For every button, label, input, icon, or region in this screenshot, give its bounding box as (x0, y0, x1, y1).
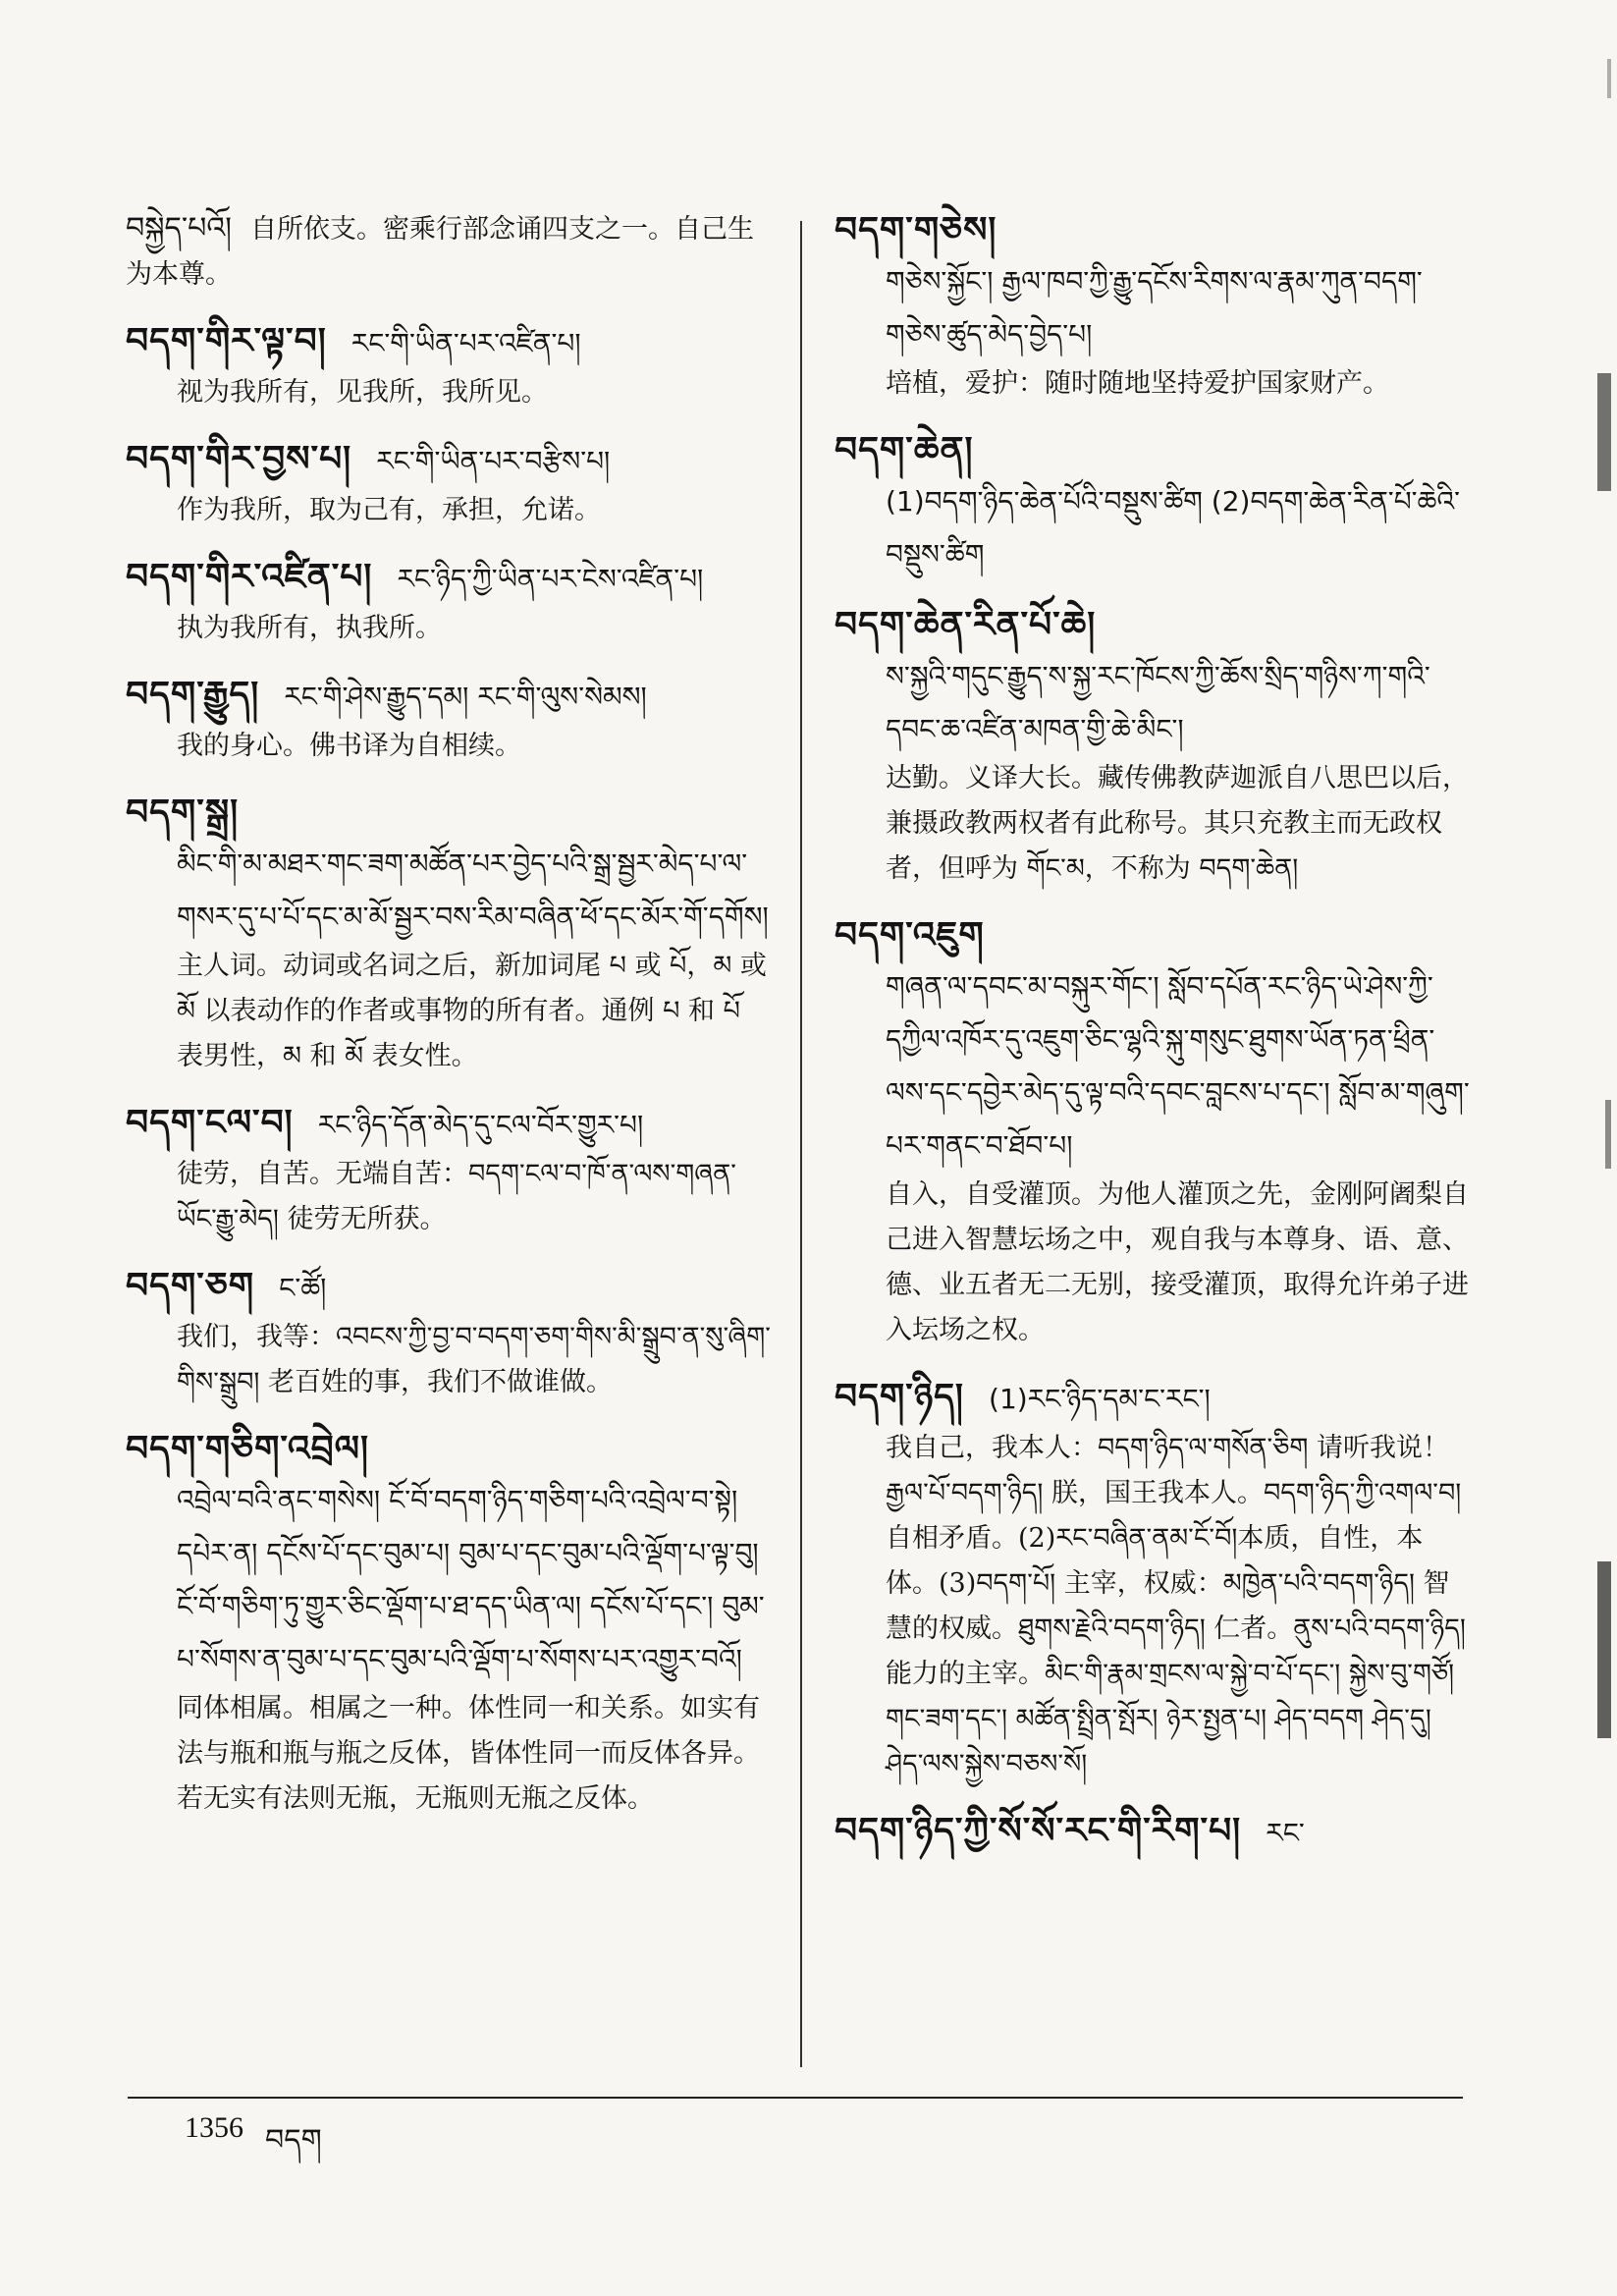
entry-chinese: 自入，自受灌顶。为他人灌顶之先，金刚阿阇梨自己进入智慧坛场之中，观自我与本尊身、语、意、德、业五者无二无别，接受灌顶，取得允许弟子进入坛场之权。 (886, 1179, 1469, 1345)
entry-tibetan: (1)བདག་ཉིད་ཆེན་པོའི་བསྡུས་ཚིག (2)བདག་ཆེན་རིན་པོ་ཆེའི་བསྡུས་ཚིག (886, 485, 1460, 571)
entry-tibetan: མིང་གི་མ་མཐར་གང་ཟག་མཚོན་པར་བྱེད་པའི་སྒྲ་སྦྱར་མེད་པ་ལ་གསར་དུ་པ་པོ་དང་མ་མོ་སྦྱར་བས་རིམ་བཞིན་ཕོ་དང་མོར་གོ་དགོས། (177, 847, 769, 933)
entry-tibetan: རང་ཉིད་ཀྱི་ཡིན་པར་ངེས་འཛིན་པ། (397, 563, 704, 595)
entry-tibetan: རང་ཉིད་དོན་མེད་དུ་ངལ་བོར་གྱུར་པ། (317, 1109, 644, 1141)
entry-chinese: 自所依支。密乘行部念诵四支之一。自己生为本尊。 (126, 214, 755, 290)
scan-edge-mark (1597, 1561, 1611, 1738)
entry-chinese: 同体相属。相属之一种。体性同一和关系。如实有法与瓶和瓶与瓶之反体，皆体性同一而反体各异。若无实有法则无瓶，无瓶则无瓶之反体。 (177, 1693, 760, 1814)
dictionary-entry (835, 206, 1473, 407)
entry-headword: བདག་ཅག (126, 1266, 255, 1306)
entry-chinese: 作为我所，取为己有，承担，允诺。 (177, 495, 601, 525)
scan-edge-mark (1597, 373, 1611, 491)
dictionary-entry (126, 671, 774, 769)
entry-tibetan: གཅེས་སྐྱོང་། རྒྱལ་ཁབ་ཀྱི་རྒྱུ་དངོས་རིགས་ལ་རྣམ་ཀུན་བདག་གཅེས་ཚུད་མེད་བྱེད་པ། (886, 265, 1423, 351)
dictionary-entry (126, 1262, 774, 1405)
entry-tibetan: རང་གི་ཤེས་རྒྱུད་དམ། རང་གི་ལུས་སེམས། (284, 681, 647, 713)
dictionary-entry (126, 1425, 774, 1822)
entry-headword: བདག་གིར་བྱས་པ། (126, 439, 352, 479)
entry-tibetan: རང་གི་ཡིན་པར་འཛིན་པ། (350, 327, 581, 359)
entry-tibetan: རང་ (1266, 1817, 1305, 1849)
entry-headword: བདག་གིར་ལྟ་བ། (126, 321, 327, 361)
entry-headword: བདག་ཉིད། (835, 1377, 964, 1417)
dictionary-entry (126, 1099, 774, 1242)
entry-chinese: 达勤。义译大长。藏传佛教萨迦派自八思巴以后，兼摄政教两权者有此称号。其只充教主而无政权者，但呼为 གོང་མ，不称为 བདག་ཆེན། (886, 763, 1469, 884)
dictionary-entry (126, 553, 774, 651)
entry-tibetan: རང་གི་ཡིན་པར་བརྩིས་པ། (376, 445, 611, 477)
scan-edge-mark (1607, 59, 1611, 98)
entry-chinese: 培植，爱护：随时随地坚持爱护国家财产。 (886, 368, 1389, 399)
running-head: བདག (265, 2123, 322, 2158)
page-number: 1356 (185, 2111, 243, 2144)
entry-headword: བདག་ཆེན། (835, 430, 974, 470)
entry-headword: བདག་ངལ་བ། (126, 1103, 294, 1143)
entry-headword: བདག་འཇུག (835, 915, 985, 956)
entry-chinese: 视为我所有，见我所，我所见。 (177, 377, 548, 408)
dictionary-entry (835, 1807, 1473, 1860)
entry-tibetan: ས་སྐྱའི་གདུང་རྒྱུད་ས་སྐྱ་རང་ཁོངས་ཀྱི་ཆོས་སྲིད་གཉིས་ཀ་གའི་དབང་ཆ་འཛིན་མཁན་གྱི་ཆེ་མིང་། (886, 660, 1430, 745)
entry-headword: བསྐྱེད་པའོ། (126, 211, 232, 246)
entry-headword: བདག་ཉིད་ཀྱི་སོ་སོ་རང་གི་རིག་པ། (835, 1811, 1242, 1851)
dictionary-entry (126, 317, 774, 415)
entry-chinese: 执为我所有，执我所。 (177, 613, 442, 643)
entry-chinese: 我们，我等：འབངས་ཀྱི་བྱ་བ་བདག་ཅག་གིས་མི་སྒྲུབ་ན་སུ་ཞིག་གིས་སྒྲུབ། 老百姓的事，我们不做谁做。 (177, 1322, 771, 1397)
dictionary-entry (126, 435, 774, 533)
entry-tibetan: འབྲེལ་བའི་ནང་གསེས། ངོ་བོ་བདག་ཉིད་གཅིག་པའི་འབྲེལ་བ་སྟེ། དཔེར་ན། དངོས་པོ་དང་བུམ་པ། བུམ་པ་དང་བུམ་པའི་ལྡོག་པ་ལྟ་བུ། ངོ་བོ་གཅིག་ཏུ་གྱུར་ཅིང་ལྡོག་པ་ཐ་དད་ཡིན་ལ། དངོས་པོ་དང་། བུམ་པ་སོགས་ན་བུམ་པ་དང་བུམ་པའི་ལྡོག་པ་སོགས་པར་འགྱུར་བའོ། (177, 1484, 765, 1675)
entry-tibetan: གཞན་ལ་དབང་མ་བསྐུར་གོང་། སློབ་དཔོན་རང་ཉིད་ཡེ་ཤེས་ཀྱི་དཀྱིལ་འཁོར་དུ་འཇུག་ཅིང་ལྷའི་སྐུ་གསུང་ཐུགས་ཡོན་ཏན་ཕྲིན་ལས་དང་དབྱེར་མེད་དུ་ལྟ་བའི་དབང་བླངས་པ་དང་། སློབ་མ་གཞུག་པར་གནང་བ་ཐོབ་པ། (886, 970, 1470, 1162)
entry-tibetan: (1)རང་ཉིད་དམ་ང་རང་། (989, 1383, 1211, 1415)
dictionary-entry (126, 789, 774, 1079)
entry-headword: བདག་རྒྱུད། (126, 675, 260, 715)
entry-chinese: 主人词。动词或名词之后，新加词尾 པ 或 པོ，མ 或 མོ 以表动作的作者或事物的所有者。通例 པ 和 པོ 表男性，མ 和 མོ 表女性。 (177, 951, 767, 1071)
dictionary-entry (126, 206, 774, 298)
dictionary-entry (835, 1373, 1473, 1787)
entry-headword: བདག་ཆེན་རིན་པོ་ཆེ། (835, 605, 1097, 645)
footer-rule (128, 2097, 1463, 2099)
dictionary-entry (835, 911, 1473, 1353)
column-divider (800, 221, 802, 2067)
left-column (126, 206, 774, 1841)
entry-chinese: 我自己，我本人：བདག་ཉིད་ལ་གསོན་ཅིག 请听我说！རྒྱལ་པོ་བདག་ཉིད། 朕，国王我本人。བདག་ཉིད་ཀྱི་འགལ་བ། 自相矛盾。(2)རང་བཞིན་ནམ་ངོ་བོ།本质，自性，本体。(3)བདག་པོ། 主宰，权威：མཁྱེན་པའི་བདག་ཉིད། 智慧的权威。ཐུགས་རྗེའི་བདག་ཉིད། 仁者。ནུས་པའི་བདག་ཉིད། 能力的主宰。མིང་གི་རྣམ་གྲངས་ལ་སྐྱེ་བ་པོ་དང་། སྐྱེས་བུ་གཙོ། གང་ཟག་དང་། མཚོན་སྤྲིན་སྤོར། ཉེར་སྤྱན་པ། ཤེད་བདག ཤེད་དུ། ཤེད་ལས་སྐྱེས་བཅས་སོ། (886, 1433, 1466, 1779)
entry-headword: བདག་གཅེས། (835, 210, 997, 250)
entry-headword: བདག་སྒྲ། (126, 793, 240, 833)
right-column (835, 206, 1473, 1880)
entry-headword: བདག་གཅིག་འབྲེལ། (126, 1429, 370, 1469)
entry-chinese: 徒劳，自苦。无端自苦：བདག་ངལ་བ་ཁོ་ན་ལས་གཞན་ཡོང་རྒྱུ་མེད། 徒劳无所获。 (177, 1159, 736, 1234)
dictionary-entry (835, 601, 1473, 892)
dictionary-entry (835, 426, 1473, 581)
scan-edge-mark (1605, 1100, 1611, 1169)
entry-headword: བདག་གིར་འཛིན་པ། (126, 557, 373, 597)
entry-chinese: 我的身心。佛书译为自相续。 (177, 731, 521, 761)
entry-tibetan: ང་ཚོ། (279, 1272, 327, 1304)
